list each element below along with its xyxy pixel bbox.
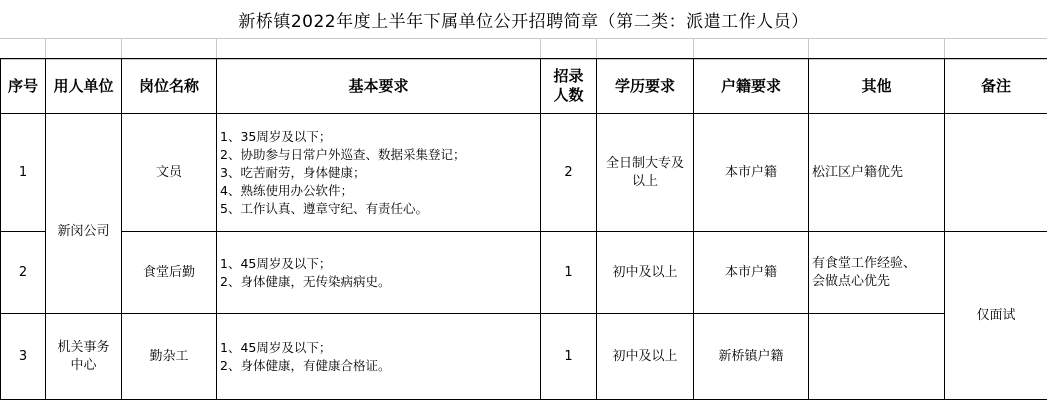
unit-line: 中心 — [70, 357, 97, 373]
header-count — [541, 59, 597, 114]
other-line: 有食堂工作经验、 — [812, 255, 917, 271]
cell-position: 文员 — [122, 114, 217, 232]
spacer-gridline — [596, 38, 597, 58]
header-seq: 序号 — [1, 59, 46, 114]
spacer-gridline — [944, 38, 945, 58]
requirement-line: 2、身体健康，无传染病病史。 — [220, 273, 391, 289]
education-line: 全日制大专及 — [605, 155, 684, 171]
recruitment-table — [0, 58, 1047, 400]
requirement-line: 3、吃苦耐劳，身体健康； — [220, 164, 366, 180]
header-position: 岗位名称 — [122, 59, 217, 114]
cell-seq: 2 — [1, 232, 46, 314]
cell-position: 食堂后勤 — [122, 232, 217, 314]
spacer-gridline — [121, 38, 122, 58]
spacer-gridline — [693, 38, 694, 58]
spacer-gridline — [808, 38, 809, 58]
cell-unit: 新闵公司 — [46, 114, 122, 314]
cell-education: 初中及以上 — [597, 232, 694, 314]
header-other: 其他 — [809, 59, 945, 114]
requirement-line: 5、工作认真、遵章守纪、有责任心。 — [220, 200, 428, 216]
header-requirements: 基本要求 — [217, 59, 541, 114]
requirement-line: 1、35周岁及以下； — [220, 128, 332, 144]
cell-education — [597, 114, 694, 232]
cell-position: 勤杂工 — [122, 314, 217, 400]
cell-remark — [945, 114, 1047, 232]
requirement-line: 2、协助参与日常户外巡查、数据采集登记； — [220, 146, 466, 162]
cell-requirements — [217, 232, 541, 314]
cell-other: 松江区户籍优先 — [809, 114, 945, 232]
cell-requirements — [217, 314, 541, 400]
cell-hukou: 本市户籍 — [694, 114, 809, 232]
cell-seq: 1 — [1, 114, 46, 232]
header-count-line: 招录 — [553, 67, 584, 85]
other-line: 会做点心优先 — [812, 273, 891, 289]
cell-unit — [46, 314, 122, 400]
header-row — [1, 59, 1047, 114]
header-remark: 备注 — [945, 59, 1047, 114]
unit-line: 机关事务 — [57, 339, 110, 355]
cell-count: 1 — [541, 232, 597, 314]
table-row — [1, 314, 1047, 400]
spacer-gridline — [540, 38, 541, 58]
cell-seq: 3 — [1, 314, 46, 400]
table-row — [1, 232, 1047, 314]
header-education: 学历要求 — [597, 59, 694, 114]
cell-hukou: 本市户籍 — [694, 232, 809, 314]
requirement-line: 2、身体健康，有健康合格证。 — [220, 357, 391, 373]
blank-spacer-row — [0, 38, 1047, 60]
table-row — [1, 114, 1047, 232]
cell-requirements — [217, 114, 541, 232]
cell-education: 初中及以上 — [597, 314, 694, 400]
header-count-line: 人数 — [553, 86, 584, 104]
page-title: 新桥镇2022年度上半年下属单位公开招聘简章（第二类：派遣工作人员） — [238, 11, 809, 32]
cell-hukou: 新桥镇户籍 — [694, 314, 809, 400]
header-unit: 用人单位 — [46, 59, 122, 114]
spacer-gridline — [45, 38, 46, 58]
cell-remark-merged: 仅面试 — [945, 232, 1047, 400]
header-hukou: 户籍要求 — [694, 59, 809, 114]
requirement-line: 1、45周岁及以下； — [220, 339, 332, 355]
spacer-gridline — [216, 38, 217, 58]
requirement-line: 4、熟练使用办公软件； — [220, 182, 353, 198]
cell-other — [809, 232, 945, 314]
cell-count: 1 — [541, 314, 597, 400]
requirement-line: 1、45周岁及以下； — [220, 255, 332, 271]
cell-other — [809, 314, 945, 400]
cell-count: 2 — [541, 114, 597, 232]
education-line: 以上 — [631, 173, 658, 189]
